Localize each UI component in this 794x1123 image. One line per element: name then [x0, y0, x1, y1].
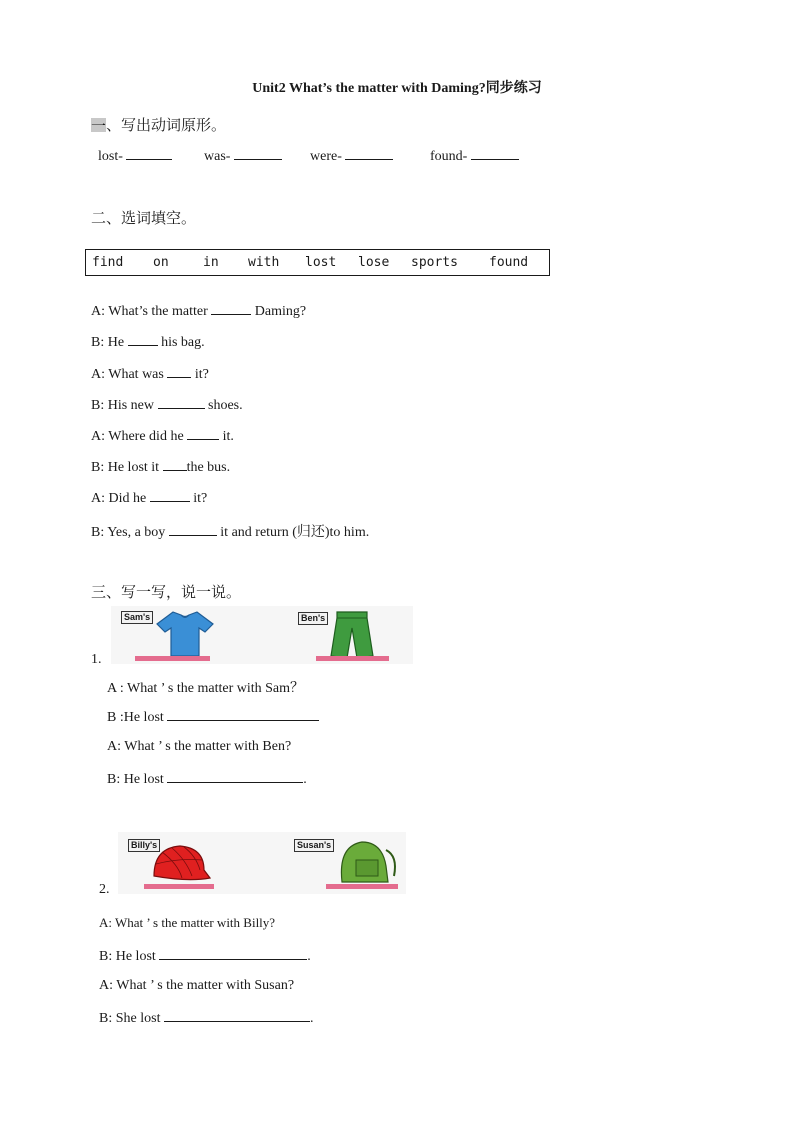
verb-label: was-: [204, 149, 234, 164]
dialogue-text: his bag.: [157, 335, 205, 350]
answer-blank[interactable]: [167, 708, 319, 721]
shelf-bar: [326, 884, 398, 889]
t-shirt-icon: [155, 610, 215, 658]
dialogue-line: [91, 365, 209, 383]
section-2-heading: 二、选词填空。: [91, 209, 197, 227]
q2-text: B: She lost: [99, 1011, 164, 1026]
dialogue-text: A: Did he: [91, 491, 150, 506]
verb-item-2: [204, 147, 282, 165]
dialogue-text: it?: [191, 367, 209, 382]
answer-blank[interactable]: [164, 1009, 310, 1022]
section-1-heading: [91, 114, 226, 135]
dialogue-line: [91, 489, 207, 507]
word-bank-item: lost: [305, 255, 337, 270]
dialogue-text: A: What’s the matter: [91, 304, 212, 319]
dialogue-text: A: Where did he: [91, 429, 188, 444]
dialogue-line: [91, 333, 205, 351]
q1-line: A: What ’ s the matter with Ben?: [107, 739, 292, 754]
dialogue-text: it?: [189, 491, 208, 506]
backpack-icon: [332, 836, 402, 886]
dialogue-text: B: He lost it: [91, 460, 163, 475]
dialogue-line: [91, 427, 234, 445]
word-bank-item: find: [92, 255, 124, 270]
shelf-bar: [144, 884, 214, 889]
dialogue-text: it and return (归还)to him.: [216, 525, 370, 540]
dialogue-text: B: Yes, a boy: [91, 525, 169, 540]
dialogue-line: [91, 302, 306, 320]
answer-blank[interactable]: [126, 147, 172, 160]
question-2-number: 2.: [99, 882, 110, 897]
answer-blank[interactable]: [163, 458, 187, 471]
answer-blank[interactable]: [234, 147, 282, 160]
q2-text: .: [307, 949, 311, 964]
verb-item-3: [310, 147, 393, 165]
shelf-bar: [316, 656, 389, 661]
q2-line: [99, 1009, 313, 1027]
section-3-heading: 三、写一写，说一说。: [91, 583, 242, 601]
q1-text: B :He lost: [107, 710, 168, 725]
q1-line: A : What ’ s the matter with Sam？: [107, 681, 305, 696]
verb-label: found-: [430, 149, 471, 164]
verb-item-1: [98, 147, 172, 165]
dialogue-text: shoes.: [204, 398, 243, 413]
cap-icon: [148, 842, 212, 886]
verb-label: were-: [310, 149, 346, 164]
dialogue-text: it.: [219, 429, 234, 444]
q2-text: B: He lost: [99, 949, 160, 964]
dialogue-text: A: What was: [91, 367, 168, 382]
word-bank: [85, 249, 550, 276]
dialogue-text: Daming?: [251, 304, 307, 319]
sams-label: Sam's: [121, 611, 153, 624]
dialogue-line: [91, 521, 369, 541]
shelf-bar: [135, 656, 210, 661]
question-1-number: 1.: [91, 652, 102, 667]
heading-text: 、写出动词原形。: [106, 116, 227, 134]
answer-blank[interactable]: [169, 523, 217, 536]
answer-blank[interactable]: [128, 333, 158, 346]
q2-text: .: [309, 1011, 314, 1026]
answer-blank[interactable]: [158, 396, 205, 409]
dialogue-line: [91, 396, 243, 414]
verb-item-4: [430, 147, 519, 165]
word-bank-item: lose: [358, 255, 390, 270]
dialogue-text: B: His new: [91, 398, 158, 413]
bens-label: Ben's: [298, 612, 328, 625]
q2-line: A: What ’ s the matter with Susan?: [99, 978, 295, 993]
word-bank-item: in: [203, 255, 219, 270]
answer-blank[interactable]: [167, 770, 303, 783]
word-bank-item: sports: [411, 255, 458, 270]
q2-line: A: What ’ s the matter with Billy?: [99, 915, 276, 930]
susans-label: Susan's: [294, 839, 334, 852]
answer-blank[interactable]: [345, 147, 393, 160]
answer-blank[interactable]: [150, 489, 190, 502]
billys-label: Billy's: [128, 839, 160, 852]
dialogue-text: B: He: [91, 335, 128, 350]
verb-label: lost-: [98, 149, 127, 164]
page-title: Unit2 What’s the matter with Daming?同步练习: [252, 81, 542, 96]
answer-blank[interactable]: [211, 302, 251, 315]
answer-blank[interactable]: [167, 365, 191, 378]
heading-highlight: [91, 117, 107, 135]
q1-text: .: [303, 772, 307, 787]
trousers-icon: [327, 610, 377, 660]
heading-number: 一: [91, 117, 107, 135]
q1-line: [107, 708, 319, 726]
q1-text: B: He lost: [107, 772, 168, 787]
answer-blank[interactable]: [159, 947, 307, 960]
dialogue-text: the bus.: [186, 460, 231, 475]
dialogue-line: [91, 458, 230, 476]
word-bank-item: on: [153, 255, 169, 270]
answer-blank[interactable]: [471, 147, 519, 160]
q1-line: [107, 770, 307, 788]
answer-blank[interactable]: [187, 427, 219, 440]
word-bank-item: found: [489, 255, 529, 270]
q2-line: [99, 947, 311, 965]
word-bank-item: with: [248, 255, 280, 270]
